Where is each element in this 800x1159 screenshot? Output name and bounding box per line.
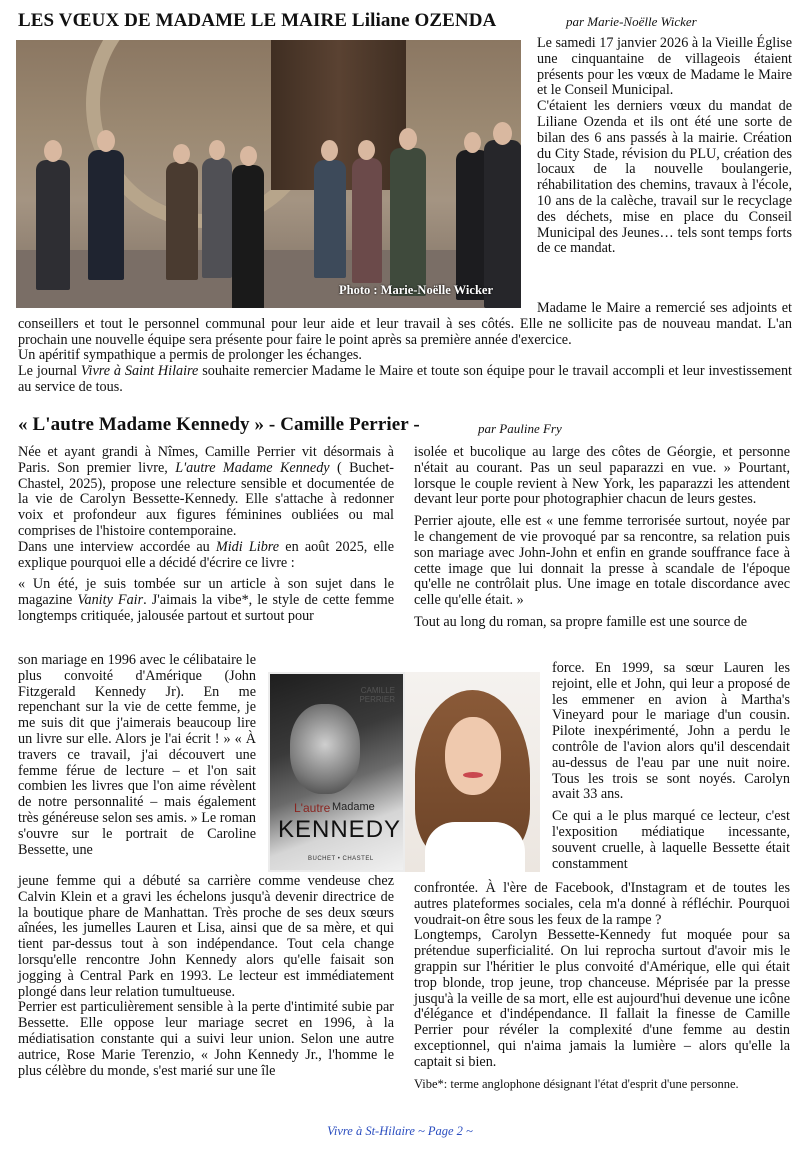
article2-title: « L'autre Madame Kennedy » - Camille Perrier - xyxy=(18,414,420,435)
footnote: Vibe*: terme anglophone désignant l'état d'esprit d'une personne. xyxy=(414,1076,739,1091)
article2-left-column-top xyxy=(18,445,394,625)
article2-paragraph: force. En 1999, sa sœur Lauren les rejoint, elle et John, qui leur a proposé de les emmener en avion à Martha's Vineyard pour le mariage d'un cousin. Pilote inexpérimenté, John a perdu le contrôle de l'avion alors qu'il descendait au-dessus de l'eau par une nuit noire. Tous les trois se sont noyés. Carolyn avait 33 ans. xyxy=(552,660,790,803)
article2-paragraph: Perrier est particulièrement sensible à la perte d'intimité subie par Bessette. Elle oppose leur mariage secret en 1996, à la médiatisation constante qui a suivi leur union. Selon une autre autrice, Rose Marie Terenzio, « John Kennedy Jr., l'homme le plus célèbre du monde, s'est marié sur une île xyxy=(18,999,394,1079)
article1-closing-paragraph xyxy=(18,364,792,396)
ceremony-photo xyxy=(16,40,521,308)
article1-full-width xyxy=(18,301,792,396)
page-footer: Vivre à St-Hilaire ~ Page 2 ~ xyxy=(327,1124,473,1138)
article2-paragraph: Perrier ajoute, elle est « une femme terrorisée surtout, noyée par le changement de vie provoqué par sa rencontre, sa relation puis son mariage avec John-John et enfin en grande souffrance face à cette image que lui donnait la presse à scandale de l'époque qu'elle ne contrôlait plus. Une image en totale discordance avec celle qu'elle était. » xyxy=(414,513,790,609)
photo-credit: Photo : Marie-Noëlle Wicker xyxy=(338,283,493,297)
text-run: Le journal xyxy=(18,363,81,380)
article1-byline: par Marie-Noëlle Wicker xyxy=(566,14,697,29)
text-run: Née et ayant grandi à Nîmes, Camille Perrier vit désormais à Paris. Son premier livre, xyxy=(18,444,394,476)
article1-title: LES VŒUX DE MADAME LE MAIRE Liliane OZENDA xyxy=(18,10,497,31)
book-cover-author: CAMILLE PERRIER xyxy=(359,686,395,704)
text-run: souhaite remercier Madame le Maire et toute son équipe pour le travail accompli et leur investissement au service de tous. xyxy=(18,363,792,395)
article1-paragraph: C'étaient les derniers vœux du mandat de Liliane Ozenda et ils ont été une sorte de bilan des 6 ans passés à la mairie. Création du City Stade, révision du PLU, création des locaux de la nouvelle boulangerie, réhabilitation des chemins, travaux à l'école, 10 ans de la calèche, travail sur le recyclage des déchets, mise en place du Conseil Municipal des Jeunes… tels sont temps forts de ce mandat. xyxy=(537,98,792,257)
article2-paragraph xyxy=(18,577,394,624)
article2-right-column-top xyxy=(414,445,790,631)
book-cover-title-lautre: L'autre xyxy=(294,801,331,815)
text-run: ( Buchet- Chastel, 2025), propose une relecture sensible et documentée de la vie de Carolyn Bessette-Kennedy. Elle s'attache à redonner voix et profondeur aux figures féminines oubliées ou mal comprises de l'histoire contemporaine. xyxy=(18,459,394,539)
journal-name: Vivre à Saint Hilaire xyxy=(80,363,199,380)
magazine-name: Vanity Fair xyxy=(77,592,144,609)
book-and-author-image xyxy=(268,672,540,872)
article1-paragraph: Madame le Maire a remercié ses adjoints et conseillers et tout le personnel communal pour leur aide et leur travail à ses côtés. Elle ne sollicite pas de nouveau mandat. L'an prochain une nouvelle équipe sera présente pour faire le point après sa première année d'exercice. xyxy=(18,300,792,348)
book-title: L'autre Madame Kennedy xyxy=(175,459,330,476)
article2-paragraph: isolée et bucolique au large des côtes de Géorgie, et personne n'était au courant. Pas un seul paparazzi en vue. » Pourtant, lorsque le couple revient à New York, les paparazzi les attendent devant leur porte pour photographier chacun de leurs gestes. xyxy=(414,444,790,508)
text-run: en août 2025, elle explique pourquoi elle a décidé d'écrire ce livre : xyxy=(18,538,395,571)
newspaper-name: Midi Libre xyxy=(215,538,280,555)
article2-paragraph: confrontée. À l'ère de Facebook, d'Instagram et de toutes les autres plateformes sociales, cela m'a donné à réfléchir. Pourquoi voudrait-on être sous les feux de la rampe ? xyxy=(414,880,790,928)
article2-paragraph: Tout au long du roman, sa propre famille est une source de xyxy=(414,613,748,630)
article2-paragraph: Longtemps, Carolyn Bessette-Kennedy fut moquée pour sa prétendue superficialité. On lui reprocha surtout d'avoir mis le grappin sur l'héritier le plus convoité d'Amérique, elle qui était trop blonde, trop jeune, trop chanceuse. Méprisée par la presse jusqu'à la veille de sa mort, elle est aujourd'hui devenue une icône d'élégance et d'indépendance. Il fallait la finesse de Camille Perrier pour révéler la complexité d'une femme au destin exceptionnel, qui n'aima jamais la lumière – alors qu'elle la captait si bien. xyxy=(414,927,790,1070)
author-portrait xyxy=(405,672,540,872)
article1-paragraph: Le samedi 17 janvier 2026 à la Vieille Église une cinquantaine de villageois étaient présents pour les vœux de Madame le Maire et le Conseil Municipal. xyxy=(537,35,792,99)
article2-left-column-bottom xyxy=(18,874,394,1079)
book-cover-publisher: BUCHET • CHASTEL xyxy=(308,856,374,862)
article2-paragraph xyxy=(18,540,394,572)
book-cover-title-kennedy: KENNEDY xyxy=(278,816,402,843)
article2-byline: par Pauline Fry xyxy=(478,421,562,436)
article1-paragraph: Un apéritif sympathique a permis de prolonger les échanges. xyxy=(18,347,362,364)
text-run: « Un été, je suis tombée sur un article à son sujet dans le magazine xyxy=(18,576,394,609)
article1-right-column xyxy=(537,36,792,257)
article2-right-narrow xyxy=(552,661,790,872)
article2-right-column-bottom xyxy=(414,881,790,1092)
book-cover xyxy=(270,674,403,870)
article2-paragraph: jeune femme qui a débuté sa carrière comme vendeuse chez Calvin Klein et a gravi les échelons jusqu'à devenir directrice de la boutique phare de Manhattan. Très proche de ses deux sœurs aînées, les jumelles Lauren et Lisa, ainsi que de sa mère, et qui tient par-dessus tout à son indépendance. Tout cela change lorsqu'elle rencontre John Kennedy alors qu'elle faisait son jogging à Central Park en 1993. Le lecteur est immédiatement plongé dans leur relation tumultueuse. xyxy=(18,873,394,1000)
article2-paragraph xyxy=(18,445,394,540)
article2-paragraph: Ce qui a le plus marqué ce lecteur, c'est l'exposition médiatique incessante, souvent cruelle, à laquelle Bessette était constamment xyxy=(552,808,790,872)
article2-paragraph: son mariage en 1996 avec le célibataire le plus convoité d'Amérique (John Fitzgerald Kennedy Jr). En me repenchant sur la vie de cette femme, je me suis dit que j'aimerais beaucoup lire un livre sur elle. Alors je l'ai écrit ! » « À travers ce travail, j'ai découvert une femme férue de lecture – et l'on sait combien les livres que l'on aime révèlent de notre personnalité – mais également très généreuse selon ses amis. » Le roman s'ouvre sur le portrait de Caroline Bessette, une xyxy=(18,652,256,858)
book-cover-title-madame: Madame xyxy=(332,801,375,813)
text-run: Dans une interview accordée au xyxy=(18,538,216,555)
article2-left-narrow xyxy=(18,653,256,858)
text-run: . J'aimais la vibe*, le style de cette femme longtemps critiquée, jalousée partout et surtout pour xyxy=(18,592,395,624)
